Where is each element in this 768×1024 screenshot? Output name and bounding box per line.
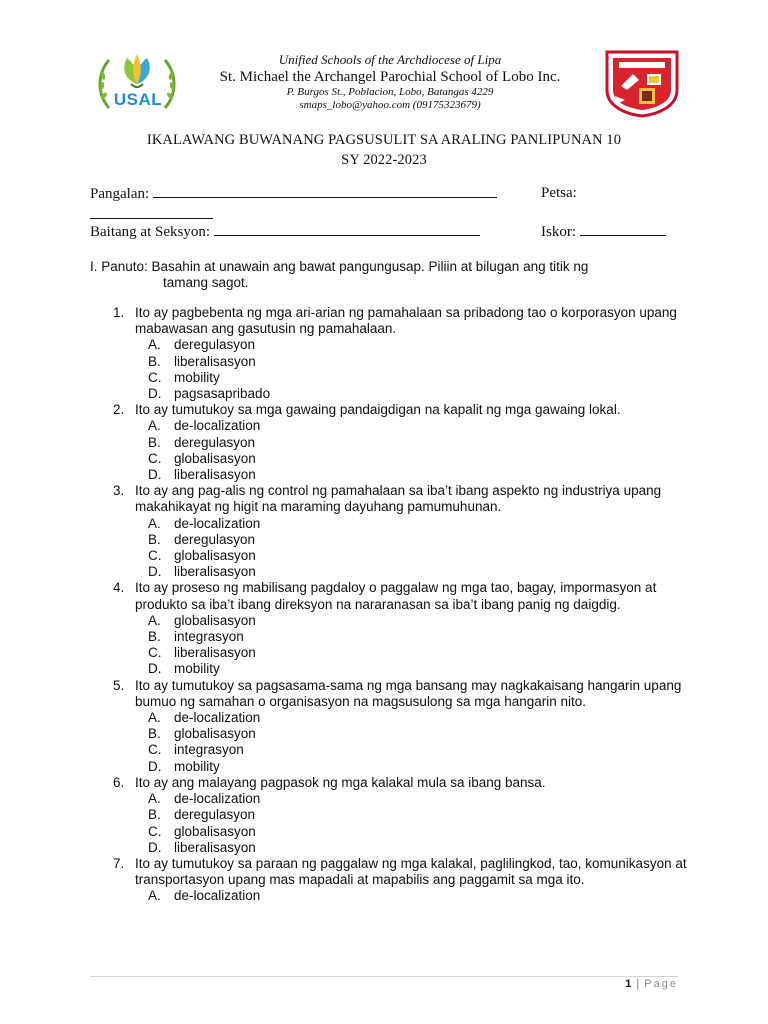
option-text: mobility: [174, 758, 220, 774]
question-number: 7.: [113, 855, 125, 871]
archdiocese-name: Unified Schools of the Archdiocese of Lipa: [278, 52, 502, 67]
question-item: [113, 678, 693, 775]
answer-options: [135, 337, 693, 402]
answer-options: [135, 888, 693, 904]
option-text: mobility: [174, 661, 220, 677]
option-letter: C.: [148, 742, 162, 758]
school-header: [180, 52, 600, 112]
question-text: Ito ay proseso ng mabilisang pagdaloy o paggalaw ng mga tao, bagay, impormasyon at produkto sa iba’t ibang direksyon na nararanasan sa iba’t ibang panig ng daigdig.: [135, 580, 657, 612]
option-text: integrasyon: [174, 742, 244, 758]
option-letter: C.: [148, 369, 162, 385]
answer-option[interactable]: [135, 564, 693, 580]
option-text: pagsasapribado: [174, 386, 271, 402]
question-text: Ito ay pagbebenta ng mga ari-arian ng pamahalaan sa pribadong tao o korporasyon upang mabawasan ang gasutusin ng pamahalaan.: [135, 305, 677, 337]
answer-option[interactable]: [135, 726, 693, 742]
option-text: mobility: [174, 369, 220, 385]
question-number: 6.: [113, 774, 125, 790]
option-text: globalisasyon: [174, 612, 256, 628]
date-label: Petsa:: [541, 185, 577, 201]
option-text: globalisasyon: [174, 823, 256, 839]
answer-option[interactable]: [135, 354, 693, 370]
option-letter: B.: [148, 629, 161, 645]
answer-option[interactable]: [135, 386, 693, 402]
school-seal-logo: [603, 50, 681, 118]
section-blank[interactable]: [214, 222, 480, 236]
section-label: Baitang at Seksyon:: [90, 224, 210, 240]
answer-option[interactable]: [135, 418, 693, 434]
option-letter: B.: [148, 531, 161, 547]
question-number: 2.: [113, 402, 125, 418]
page-footer: [625, 978, 678, 990]
option-letter: D.: [148, 758, 162, 774]
option-letter: B.: [148, 434, 161, 450]
option-text: globalisasyon: [174, 450, 256, 466]
answer-options: [135, 516, 693, 581]
footer-divider: [90, 976, 678, 977]
answer-option[interactable]: [135, 824, 693, 840]
answer-option[interactable]: [135, 613, 693, 629]
question-item: [113, 580, 693, 677]
date-blank[interactable]: [90, 205, 213, 219]
option-letter: A.: [148, 888, 161, 904]
name-label: Pangalan:: [90, 186, 150, 202]
page-number: 1: [625, 978, 633, 990]
answer-option[interactable]: [135, 467, 693, 483]
answer-option[interactable]: [135, 840, 693, 856]
option-text: de-localization: [174, 888, 261, 904]
question-item: [113, 483, 693, 580]
question-item: [113, 856, 693, 905]
option-letter: A.: [148, 791, 161, 807]
option-text: de-localization: [174, 418, 261, 434]
option-letter: D.: [148, 564, 162, 580]
option-letter: A.: [148, 418, 161, 434]
instructions: [90, 259, 670, 291]
section-field: [90, 222, 480, 241]
option-letter: A.: [148, 337, 161, 353]
usal-logo-text: USAL: [113, 90, 163, 109]
answer-options: [135, 791, 693, 856]
option-text: liberalisasyon: [174, 467, 256, 483]
option-letter: B.: [148, 726, 161, 742]
question-item: [113, 775, 693, 856]
option-text: de-localization: [174, 791, 261, 807]
date-field: [541, 184, 577, 202]
option-text: liberalisasyon: [174, 645, 256, 661]
school-name: St. Michael the Archangel Parochial School of Lobo Inc.: [219, 69, 561, 85]
question-list: [113, 305, 693, 905]
option-text: integrasyon: [174, 629, 244, 645]
option-letter: D.: [148, 839, 162, 855]
question-number: 4.: [113, 580, 125, 596]
question-text: Ito ay ang pag-alis ng control ng pamahalaan sa iba’t ibang aspekto ng industriya upang makahikayat ng higit na maraming dayuhang pamumuhunan.: [135, 483, 662, 515]
option-text: globalisasyon: [174, 726, 256, 742]
answer-option[interactable]: [135, 548, 693, 564]
answer-option[interactable]: [135, 629, 693, 645]
answer-option[interactable]: [135, 516, 693, 532]
option-letter: C.: [148, 823, 162, 839]
option-letter: A.: [148, 515, 161, 531]
exam-title-line2: SY 2022-2023: [341, 152, 427, 168]
score-field: [541, 222, 666, 241]
answer-option[interactable]: [135, 337, 693, 353]
option-letter: D.: [148, 661, 162, 677]
name-field: [90, 184, 497, 203]
answer-option[interactable]: [135, 888, 693, 904]
answer-option[interactable]: [135, 645, 693, 661]
option-text: deregulasyon: [174, 807, 256, 823]
answer-options: [135, 613, 693, 678]
option-text: deregulasyon: [174, 531, 256, 547]
page-word: Page: [644, 978, 678, 990]
answer-option[interactable]: [135, 451, 693, 467]
exam-title-line1: IKALAWANG BUWANANG PAGSUSULIT SA ARALING PANLIPUNAN 10: [146, 132, 622, 148]
answer-option[interactable]: [135, 807, 693, 823]
instructions-line2: tamang sagot.: [163, 275, 249, 290]
answer-option[interactable]: [135, 742, 693, 758]
option-letter: D.: [148, 386, 162, 402]
score-blank[interactable]: [580, 222, 666, 236]
question-number: 3.: [113, 483, 125, 499]
question-text: Ito ay ang malayang pagpasok ng mga kalakal mula sa ibang bansa.: [135, 774, 546, 790]
school-address: P. Burgos St., Poblacion, Lobo, Batangas 4229: [286, 86, 494, 98]
answer-option[interactable]: [135, 759, 693, 775]
question-text: Ito ay tumutukoy sa pagsasama-sama ng mga bansang may nagkakaisang hangarin upang bumuo ng samahan o organisasyon na magsusulong sa mga hangarin nito.: [135, 677, 682, 709]
option-letter: B.: [148, 807, 161, 823]
option-text: liberalisasyon: [174, 353, 256, 369]
question-item: [113, 402, 693, 483]
option-letter: D.: [148, 467, 162, 483]
answer-options: [135, 418, 693, 483]
exam-title: [60, 130, 708, 170]
answer-option[interactable]: [135, 661, 693, 677]
option-letter: B.: [148, 353, 161, 369]
option-text: deregulasyon: [174, 434, 256, 450]
option-text: liberalisasyon: [174, 564, 256, 580]
option-text: globalisasyon: [174, 548, 256, 564]
answer-option[interactable]: [135, 710, 693, 726]
question-text: Ito ay tumutukoy sa mga gawaing pandaigdigan na kapalit ng mga gawaing lokal.: [135, 402, 621, 418]
instructions-line1: I. Panuto: Basahin at unawain ang bawat pangungusap. Piliin at bilugan ang titik ng: [90, 259, 589, 274]
school-contact: smaps_lobo@yahoo.com (09175323679): [299, 99, 481, 111]
answer-option[interactable]: [135, 791, 693, 807]
question-number: 1.: [113, 305, 125, 320]
option-letter: C.: [148, 645, 162, 661]
option-text: liberalisasyon: [174, 839, 256, 855]
answer-options: [135, 710, 693, 775]
question-number: 5.: [113, 677, 125, 693]
option-letter: A.: [148, 612, 161, 628]
name-blank[interactable]: [153, 184, 497, 198]
option-text: de-localization: [174, 710, 261, 726]
option-letter: C.: [148, 450, 162, 466]
answer-option[interactable]: [135, 435, 693, 451]
option-letter: C.: [148, 548, 162, 564]
answer-option[interactable]: [135, 370, 693, 386]
score-label: Iskor:: [541, 224, 576, 240]
option-text: de-localization: [174, 515, 261, 531]
question-item: [113, 305, 693, 402]
question-text: Ito ay tumutukoy sa paraan ng paggalaw ng mga kalakal, paglilingkod, tao, komunikasyon at transportasyon upang mas mapadali at mapabilis ang paggamit sa mga ito.: [135, 855, 687, 888]
option-text: deregulasyon: [174, 337, 256, 353]
page-separator: |: [636, 978, 641, 990]
option-letter: A.: [148, 710, 161, 726]
answer-option[interactable]: [135, 532, 693, 548]
